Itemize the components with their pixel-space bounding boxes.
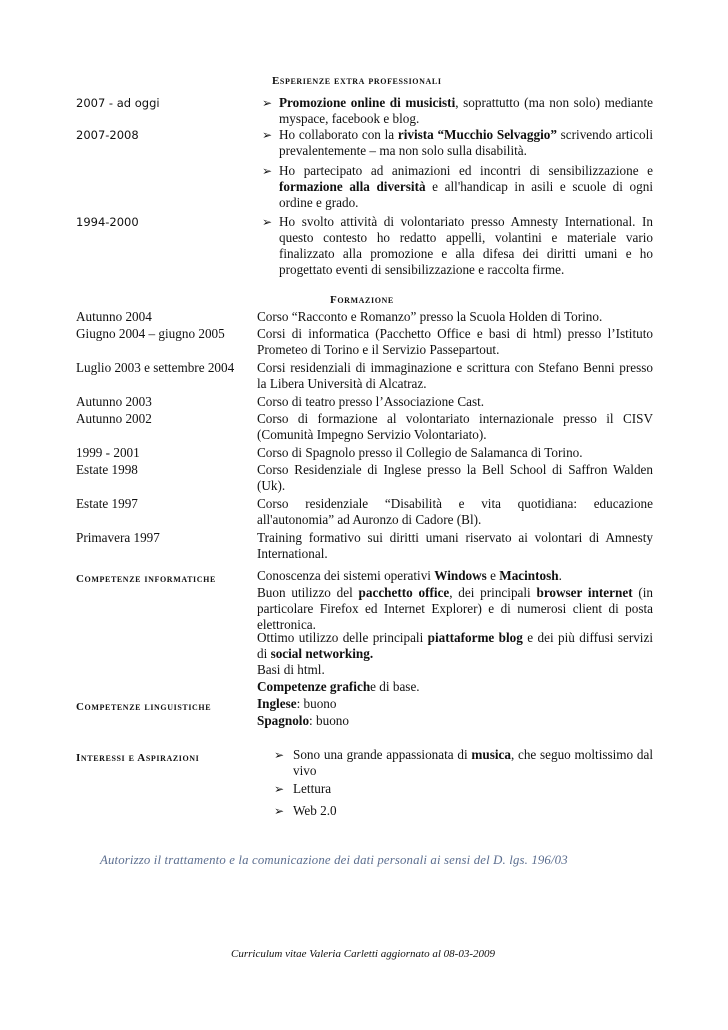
date-label: Estate 1998 — [76, 462, 138, 477]
list-item: Sono una grande appassionata di musica, che seguo moltissimo dal vivo — [293, 747, 653, 778]
arrow-bullet-icon: ➢ — [262, 128, 273, 142]
skills-paragraph: Ottimo utilizzo delle principali piattaforme blog e dei più diffusi servizi di social networking. — [257, 630, 653, 661]
list-item: Ho svolto attività di volontariato presso Amnesty International. In questo contesto ho redatto appelli, volantini e materiale vario finalizzato alla promozione e alla difesa dei diritti umani e ho progettato eventi di sensibilizzazione e raccolta firme. — [279, 214, 653, 277]
list-item: Ho partecipato ad animazioni ed incontri di sensibilizzazione e formazione alla diversità e all'handicap in asili e scuole di ogni ordine e grado. — [279, 163, 654, 210]
course-text: Corso di teatro presso l’Associazione Cast. — [257, 394, 485, 409]
arrow-bullet-icon: ➢ — [274, 782, 285, 796]
arrow-bullet-icon: ➢ — [262, 215, 273, 229]
course-text: Corsi di informatica (Pacchetto Office e basi di html) presso l’Istituto Prometeo di Torino e il Servizio Passepartout. — [257, 326, 653, 357]
date-label: Luglio 2003 e settembre 2004 — [76, 360, 235, 375]
section-heading-informatiche: Competenze informatiche — [76, 573, 216, 585]
section-heading-extra: Esperienze extra professionali — [272, 75, 442, 87]
date-label: 1999 - 2001 — [76, 445, 140, 460]
course-text: Corsi residenziali di immaginazione e scrittura con Stefano Benni presso la Libera Università di Alcatraz. — [257, 360, 653, 391]
section-heading-interessi: Interessi e Aspirazioni — [76, 752, 200, 764]
page-footer — [0, 946, 728, 962]
date-label: Autunno 2004 — [76, 309, 152, 324]
arrow-bullet-icon: ➢ — [274, 748, 285, 762]
date-label: Primavera 1997 — [76, 530, 160, 545]
date-label: Giugno 2004 – giugno 2005 — [76, 326, 225, 341]
arrow-bullet-icon: ➢ — [274, 804, 285, 818]
list-item: Web 2.0 — [293, 803, 337, 818]
section-heading-linguistiche: Competenze linguistiche — [76, 701, 212, 713]
course-text: Training formativo sui diritti umani riservato ai volontari di Amnesty International. — [257, 530, 653, 561]
skills-paragraph: Buon utilizzo del pacchetto office, dei principali browser internet (in particolare Firefox ed Internet Explorer) e di numerosi client di posta elettronica. — [257, 585, 654, 632]
language-item: Spagnolo: buono — [257, 713, 349, 728]
arrow-bullet-icon: ➢ — [262, 164, 273, 178]
date-label: Autunno 2003 — [76, 394, 152, 409]
date-label: 1994-2000 — [76, 215, 139, 229]
skills-paragraph: Conoscenza dei sistemi operativi Windows e Macintosh. — [257, 568, 562, 583]
language-item: Inglese: buono — [257, 696, 337, 711]
date-label: Estate 1997 — [76, 496, 138, 511]
skills-paragraph: Competenze grafiche di base. — [257, 679, 420, 694]
course-text: Corso residenziale “Disabilità e vita quotidiana: educazione all'autonomia” ad Auronzo di Cadore (Bl). — [257, 496, 653, 527]
date-label: 2007 - ad oggi — [76, 96, 160, 110]
arrow-bullet-icon: ➢ — [262, 96, 273, 110]
list-item: Ho collaborato con la rivista “Mucchio Selvaggio” scrivendo articoli prevalentemente – ma non solo sulla disabilità. — [279, 127, 653, 158]
privacy-statement: Autorizzo il trattamento e la comunicazione dei dati personali ai sensi del D. lgs. 196/03 — [100, 853, 568, 867]
footer-text: Curriculum vitae Valeria Carletti aggiornato al 08-03-2009 — [231, 948, 495, 960]
date-label: Autunno 2002 — [76, 411, 152, 426]
course-text: Corso di Spagnolo presso il Collegio de Salamanca di Torino. — [257, 445, 583, 460]
course-text: Corso “Racconto e Romanzo” presso la Scuola Holden di Torino. — [257, 309, 603, 324]
skills-paragraph: Basi di html. — [257, 662, 325, 677]
list-item: Lettura — [293, 781, 332, 796]
section-heading-formazione: Formazione — [330, 294, 394, 306]
list-item: Promozione online di musicisti, soprattutto (ma non solo) mediante myspace, facebook e blog. — [279, 95, 654, 126]
date-label: 2007-2008 — [76, 128, 139, 142]
course-text: Corso Residenziale di Inglese presso la Bell School di Saffron Walden (Uk). — [257, 462, 653, 493]
course-text: Corso di formazione al volontariato internazionale presso il CISV (Comunità Impegno Servizio Volontariato). — [257, 411, 653, 442]
